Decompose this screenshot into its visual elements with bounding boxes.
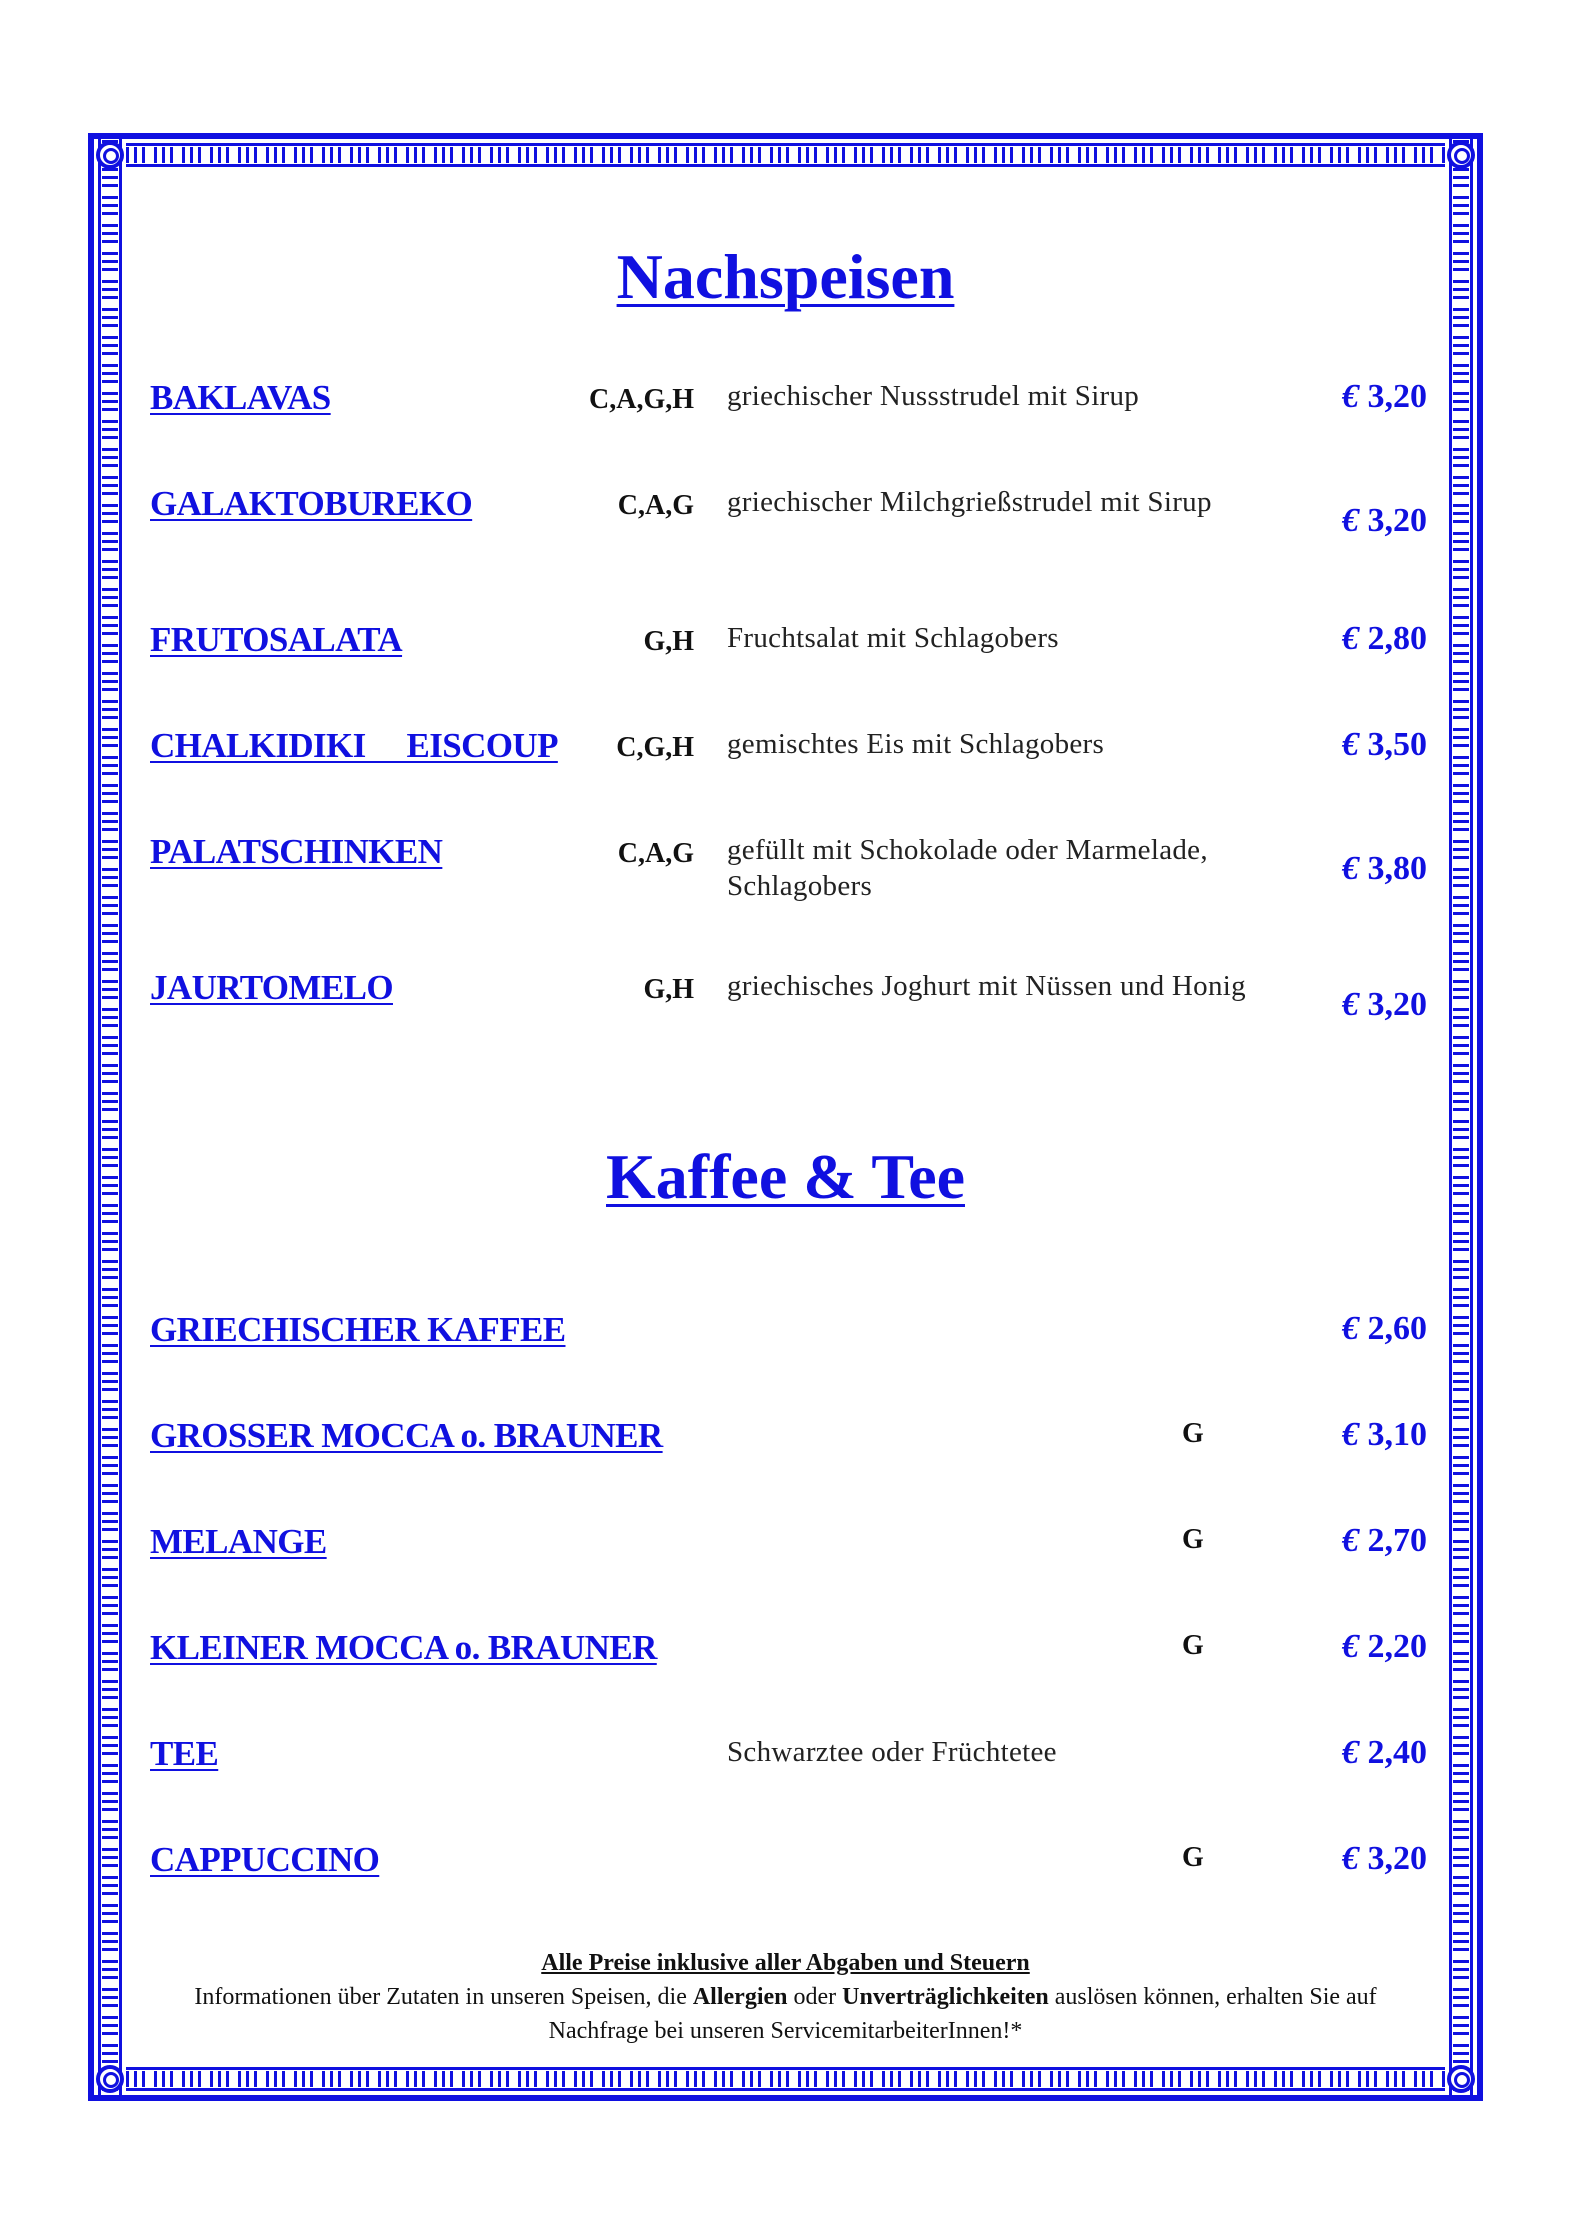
section-title-nachspeisen: Nachspeisen (616, 241, 955, 312)
item-allergens: G (1182, 1630, 1204, 1661)
allergen-info-note: Informationen über Zutaten in unseren Speisen, die Allergien oder Unverträglichkeiten auslösen können, erhalten Sie auf Nachfrage bei unseren ServicemitarbeiterInnen!* (194, 1984, 1377, 2044)
item-name: JAURTOMELO (150, 968, 393, 1007)
corner-ornament-icon (96, 2065, 124, 2093)
item-name: GRIECHISCHER KAFFEE (150, 1310, 566, 1349)
item-price: € 3,20 (1342, 502, 1427, 539)
item-allergens: G (1182, 1418, 1204, 1449)
item-price: € 3,80 (1342, 850, 1427, 887)
item-description: griechisches Joghurt mit Nüssen und Honig (727, 970, 1246, 1002)
prices-note: Alle Preise inklusive aller Abgaben und Steuern (541, 1950, 1030, 1976)
greek-key-border-right (1445, 139, 1477, 2095)
menu-border-frame (88, 133, 1483, 2101)
item-allergens: G,H (643, 626, 694, 657)
item-name: FRUTOSALATA (150, 620, 403, 659)
corner-ornament-icon (96, 141, 124, 169)
item-allergens: G (1182, 1842, 1204, 1873)
greek-key-border-left (94, 139, 126, 2095)
item-allergens: C,G,H (616, 732, 694, 763)
item-price: € 3,50 (1342, 726, 1427, 763)
item-name: PALATSCHINKEN (150, 832, 443, 871)
section-title-kaffee-tee: Kaffee & Tee (606, 1141, 965, 1212)
item-name: TEE (150, 1734, 219, 1773)
item-allergens: C,A,G (617, 490, 694, 521)
item-price: € 2,80 (1342, 620, 1427, 657)
item-description: Fruchtsalat mit Schlagobers (727, 622, 1059, 654)
item-price: € 3,20 (1342, 378, 1427, 415)
item-allergens: G (1182, 1524, 1204, 1555)
item-name: CAPPUCCINO (150, 1840, 380, 1879)
item-name: KLEINER MOCCA o. BRAUNER (150, 1628, 657, 1667)
item-description: gemischtes Eis mit Schlagobers (727, 728, 1105, 760)
item-price: € 2,40 (1342, 1734, 1427, 1771)
item-allergens: C,A,G (617, 838, 694, 869)
greek-key-border-bottom (94, 2063, 1477, 2095)
item-description: griechischer Nussstrudel mit Sirup (727, 380, 1140, 412)
item-description: Schwarztee oder Früchtetee (727, 1736, 1057, 1768)
item-price: € 2,70 (1342, 1522, 1427, 1559)
item-description: gefüllt mit Schokolade oder Marmelade, Schlagobers (727, 834, 1208, 902)
item-price: € 2,60 (1342, 1310, 1427, 1347)
item-price: € 3,20 (1342, 1840, 1427, 1877)
item-price: € 3,20 (1342, 986, 1427, 1023)
item-name: MELANGE (150, 1522, 327, 1561)
item-description: griechischer Milchgrießstrudel mit Sirup (727, 486, 1212, 518)
item-allergens: C,A,G,H (589, 384, 694, 415)
item-price: € 3,10 (1342, 1416, 1427, 1453)
item-name: GROSSER MOCCA o. BRAUNER (150, 1416, 663, 1455)
item-name: BAKLAVAS (150, 378, 331, 417)
greek-key-border-top (94, 139, 1477, 171)
item-allergens: G,H (643, 974, 694, 1005)
corner-ornament-icon (1447, 141, 1475, 169)
item-price: € 2,20 (1342, 1628, 1427, 1665)
item-name: CHALKIDIKI EISCOUP (150, 726, 558, 765)
corner-ornament-icon (1447, 2065, 1475, 2093)
item-name: GALAKTOBUREKO (150, 484, 473, 523)
